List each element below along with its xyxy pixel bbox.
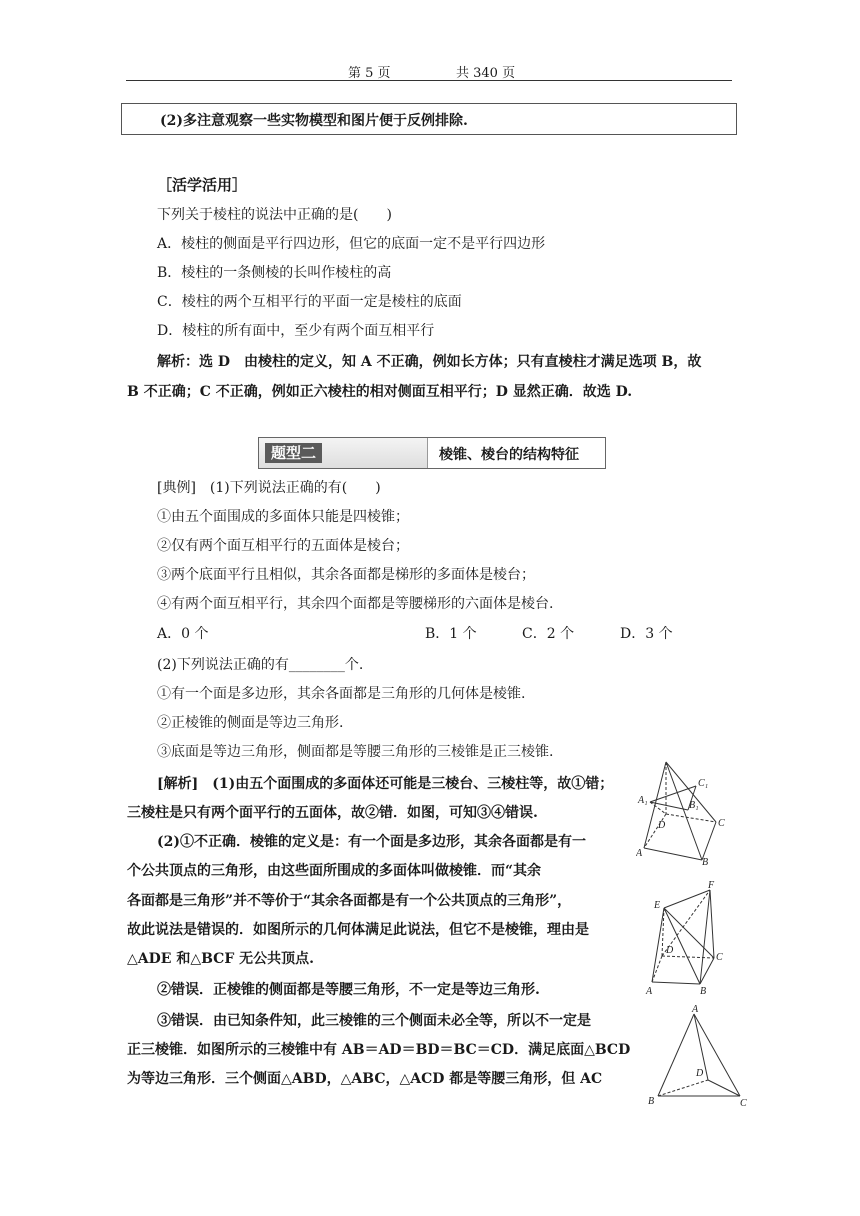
type-title: 棱锥、棱台的结构特征	[439, 447, 579, 463]
solution-line-5: 各面都是三角形”并不等价于“其余各面都是有一个公共顶点的三角形”，	[127, 893, 572, 909]
example-q1-item-2: ②仅有两个面互相平行的五面体是棱台；	[157, 538, 409, 554]
note-text: (2)多注意观察一些实物模型和图片便于反例排除.	[160, 113, 468, 129]
prism-figure	[642, 878, 732, 998]
type-tab	[258, 437, 606, 469]
fig1-label-d: D	[658, 820, 666, 831]
practice-option-b: B．棱柱的一条侧棱的长叫作棱柱的高	[157, 265, 392, 281]
fig1-label-c: C	[718, 818, 725, 829]
example-q2-item-1: ①有一个面是多边形，其余各面都是三角形的几何体是棱锥.	[157, 686, 526, 702]
fig2-label-b: B	[700, 986, 707, 997]
fig2-label-a: A	[646, 986, 653, 997]
example-q1-item-4: ④有两个面互相平行，其余四个面都是等腰梯形的六面体是棱台.	[157, 596, 554, 612]
practice-answer-line-2: B 不正确；C 不正确，例如正六棱柱的相对侧面互相平行；D 显然正确．故选 D.	[127, 384, 633, 400]
practice-option-d: D．棱柱的所有面中，至少有两个面互相平行	[157, 323, 435, 339]
type-badge: 题型二	[265, 443, 322, 463]
solution-line-4: 个公共顶点的三角形，由这些面所围成的多面体叫做棱锥．而“其余	[127, 863, 542, 879]
solution-line-6: 故此说法是错误的．如图所示的几何体满足此说法，但它不是棱锥，理由是	[127, 922, 589, 938]
fig1-label-b: B	[702, 857, 709, 866]
page-total: 共 340 页	[456, 66, 516, 81]
example-q2-item-2: ②正棱锥的侧面是等边三角形.	[157, 715, 344, 731]
practice-question: 下列关于棱柱的说法中正确的是( )	[157, 207, 392, 223]
solution-line-7: △ADE 和△BCF 无公共顶点.	[127, 951, 315, 967]
note-box	[121, 103, 737, 135]
page-header	[126, 62, 732, 81]
page-number: 第 5 页	[348, 66, 391, 81]
practice-answer-line-1: 解析：选 D 由棱柱的定义，知 A 不正确，例如长方体；只有直棱柱才满足选项 B，故	[157, 354, 702, 370]
fig1-label-b1: B₁	[689, 800, 699, 811]
example-q2-title: (2)下列说法正确的有________个.	[157, 657, 364, 673]
solution-line-3: (2)①不正确．棱锥的定义是：有一个面是多边形，其余各面都是有一	[157, 834, 586, 850]
fig2-label-e: E	[654, 900, 661, 911]
practice-option-c: C．棱柱的两个互相平行的平面一定是棱柱的底面	[157, 294, 462, 310]
fig1-label-a1: A₁	[638, 795, 648, 806]
fig1-label-a: A	[636, 848, 643, 859]
fig3-label-c: C	[740, 1098, 747, 1109]
solution-line-11: 为等边三角形．三个侧面△ABD，△ABC，△ACD 都是等腰三角形，但 AC	[127, 1071, 603, 1087]
fig1-label-c1: C₁	[698, 778, 709, 789]
example-q1-option-d: D．3 个	[620, 626, 673, 642]
example-q1-item-1: ①由五个面围成的多面体只能是四棱锥；	[157, 509, 409, 525]
fig2-label-d: D	[666, 945, 674, 956]
example-q1-option-c: C．2 个	[522, 626, 575, 642]
example-q1-title: [典例] (1)下列说法正确的有( )	[157, 480, 381, 496]
solution-line-2: 三棱柱是只有两个面平行的五面体，故②错．如图，可知③④错误.	[127, 805, 538, 821]
example-q1-item-3: ③两个底面平行且相似，其余各面都是梯形的多面体是棱台；	[157, 567, 535, 583]
fig3-label-d: D	[696, 1068, 704, 1079]
frustum-figure	[636, 756, 746, 866]
tetrahedron-figure	[648, 1002, 752, 1110]
fig3-label-a: A	[692, 1004, 699, 1015]
solution-line-8: ②错误．正棱锥的侧面都是等腰三角形，不一定是等边三角形.	[157, 982, 540, 998]
type-tab-left	[259, 438, 428, 468]
solution-line-9: ③错误．由已知条件知，此三棱锥的三个侧面未必全等，所以不一定是	[157, 1013, 591, 1029]
fig2-label-f: F	[708, 880, 715, 891]
solution-line-10: 正三棱锥．如图所示的三棱锥中有 AB＝AD＝BD＝BC＝CD．满足底面△BCD	[127, 1042, 631, 1058]
fig3-label-b: B	[648, 1096, 655, 1107]
example-q1-option-a: A．0 个	[157, 626, 209, 642]
example-q1-option-b: B．1 个	[425, 626, 477, 642]
fig2-label-c: C	[716, 952, 723, 963]
solution-line-1: [解析] (1)由五个面围成的多面体还可能是三棱台、三棱柱等，故①错；	[157, 776, 614, 792]
practice-title: ［活学活用］	[157, 176, 248, 194]
practice-option-a: A．棱柱的侧面是平行四边形，但它的底面一定不是平行四边形	[157, 236, 546, 252]
example-q2-item-3: ③底面是等边三角形，侧面都是等腰三角形的三棱锥是正三棱锥.	[157, 744, 554, 760]
